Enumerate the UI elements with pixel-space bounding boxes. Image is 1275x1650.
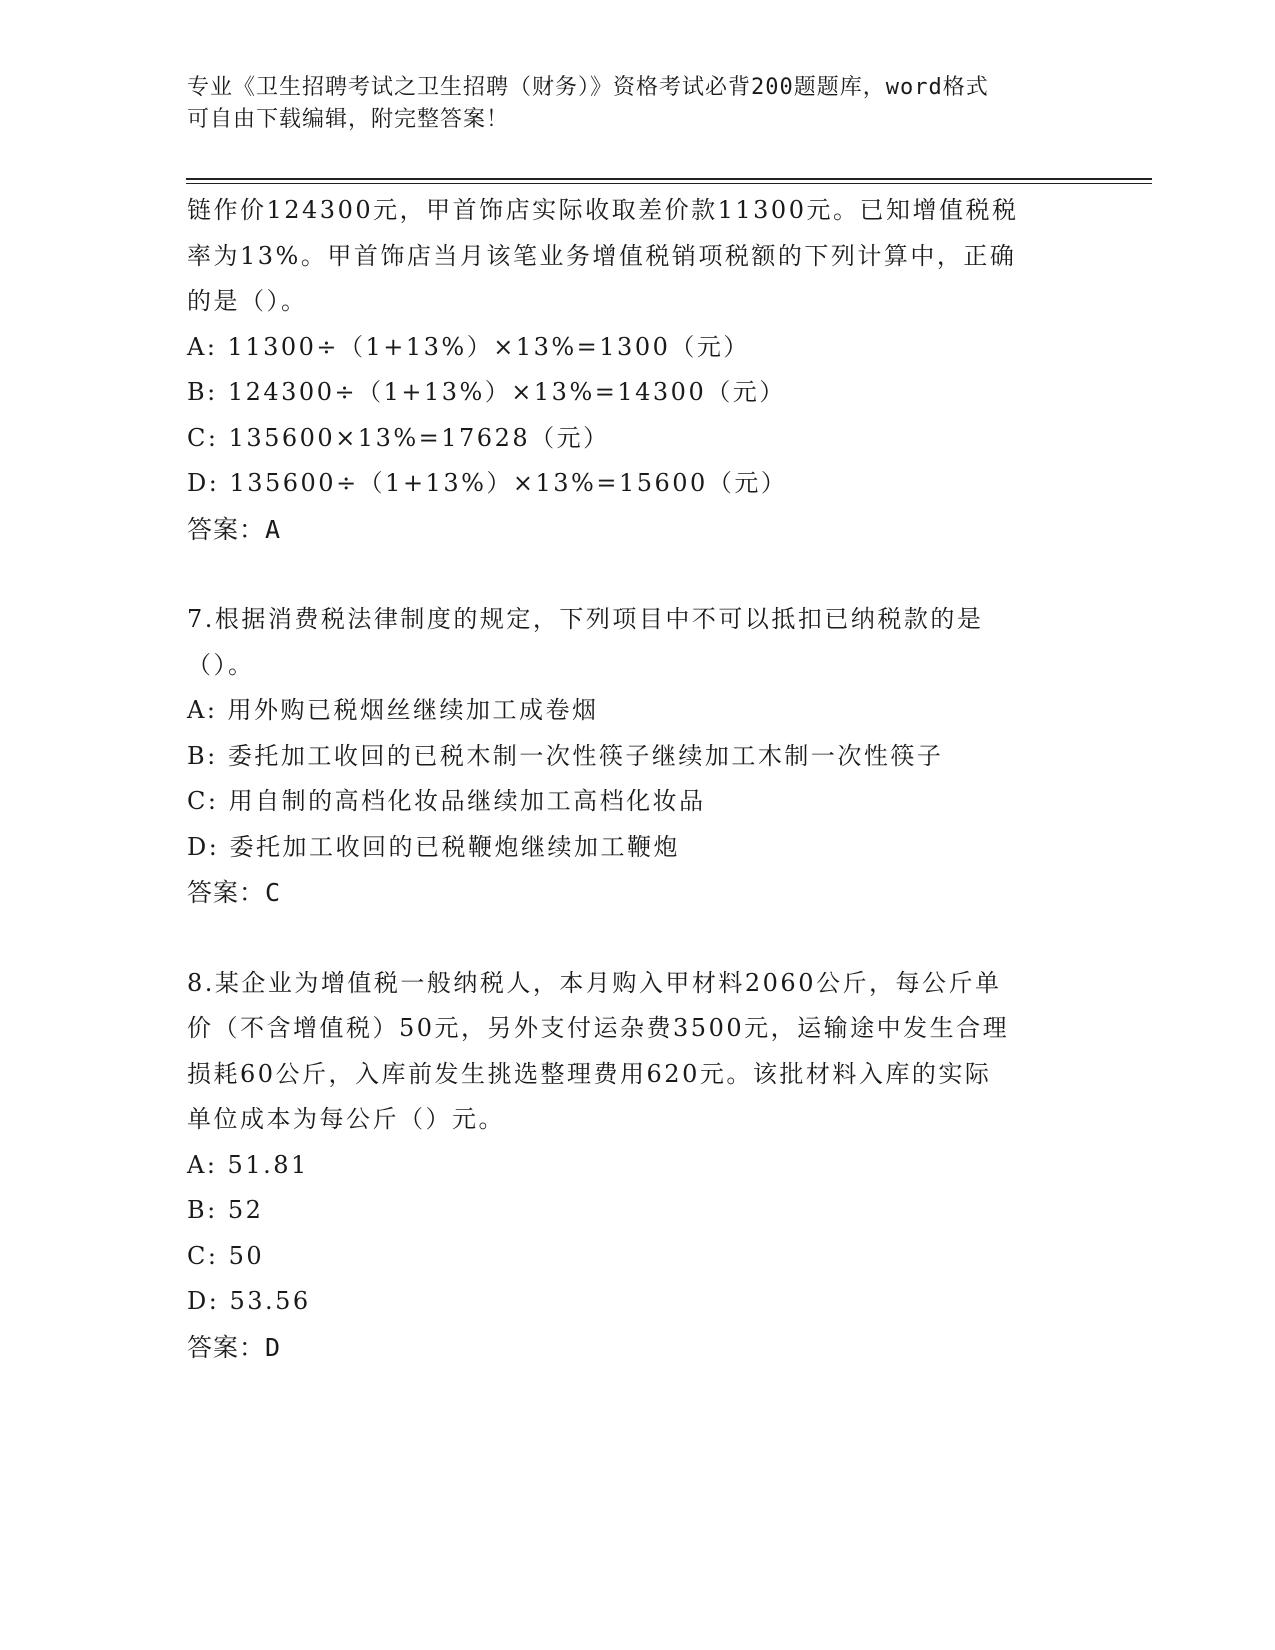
page-header [187,72,1087,136]
header-title-line-2: 可自由下载编辑，附完整答案！ [187,107,510,132]
option-c: C: 用自制的高档化妆品继续加工高档化妆品 [187,787,706,815]
question-stem-line: 率为13%。甲首饰店当月该笔业务增值税销项税额的下列计算中，正确 [187,241,1017,270]
question-stem-line: 单位成本为每公斤（）元。 [187,1105,505,1133]
option-a: A: 11300÷（1+13%）×13%=1300（元） [187,332,750,361]
question-stem-line: 价（不含增值税）50元，另外支付运杂费3500元，运输途中发生合理 [187,1014,1010,1042]
option-c: C: 50 [187,1241,265,1270]
question-stem-line: 7.根据消费税法律制度的规定，下列项目中不可以抵扣已纳税款的是 [187,605,984,633]
option-d: D: 委托加工收回的已税鞭炮继续加工鞭炮 [187,832,680,861]
option-d: D: 53.56 [187,1287,311,1315]
question-spacer [187,552,1087,597]
option-d: D: 135600÷（1+13%）×13%=15600（元） [187,469,788,497]
answer-label: 答案：D [187,1332,282,1362]
question-stem-line: 损耗60公斤，入库前发生挑选整理费用620元。该批材料入库的实际 [187,1059,992,1088]
answer-label: 答案：A [187,514,282,544]
question-stem-line: 的是（）。 [187,287,308,315]
option-a: A: 用外购已税烟丝继续加工成卷烟 [187,696,599,724]
header-title-line-1: 专业《卫生招聘考试之卫生招聘（财务）》资格考试必背200题题库，word格式 [187,75,989,100]
question-8 [187,961,1087,1371]
option-c: C: 135600×13%=17628（元） [187,423,610,452]
question-stem-line: 8.某企业为增值税一般纳税人，本月购入甲材料2060公斤，每公斤单 [187,968,1002,997]
question-stem-line: （）。 [187,650,255,679]
option-b: B: 委托加工收回的已税木制一次性筷子继续加工木制一次性筷子 [187,741,944,770]
question-spacer [187,916,1087,961]
question-list [187,188,1087,1370]
option-a: A: 51.81 [187,1150,309,1179]
option-b: B: 124300÷（1+13%）×13%=14300（元） [187,378,786,406]
option-b: B: 52 [187,1196,264,1224]
question-6 [187,188,1087,552]
question-stem-line: 链作价124300元，甲首饰店实际收取差价款11300元。已知增值税税 [187,196,1019,224]
header-divider-thick [186,178,1152,180]
answer-label: 答案：C [187,878,282,907]
header-divider-thin [186,183,1152,184]
question-7 [187,597,1087,916]
